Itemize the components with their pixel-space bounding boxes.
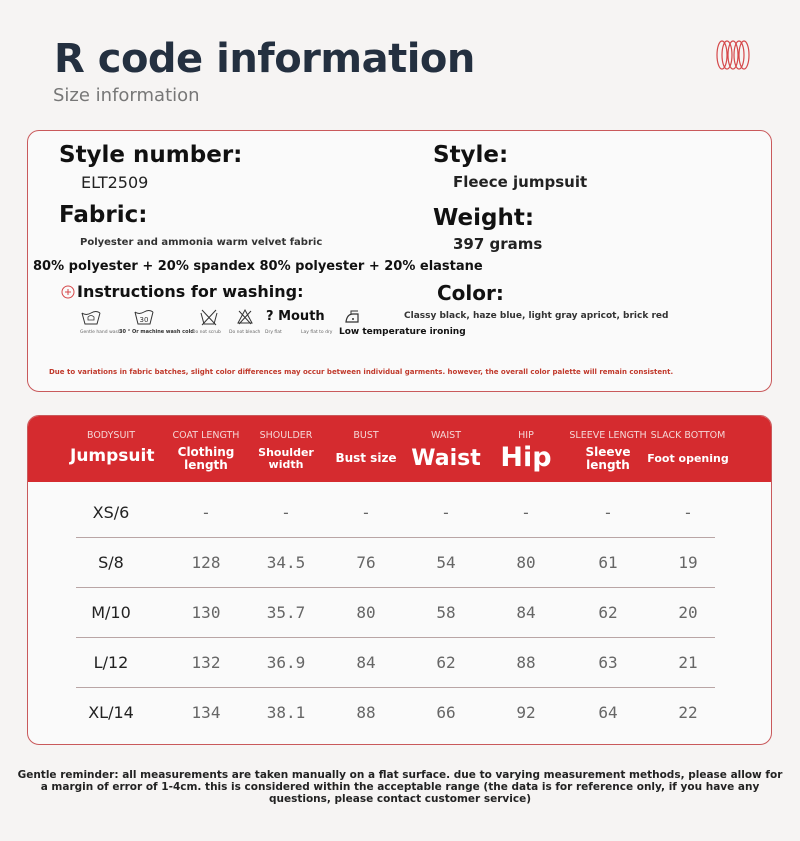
measurement-cell: 61 [598,553,618,572]
measurement-cell: - [683,503,693,522]
column-main-label: Waist [411,446,481,471]
measurement-cell: 88 [516,653,536,672]
washing-label: Instructions for washing: [77,282,304,301]
column-header-coat-length [166,416,246,482]
column-en-label: WAIST [430,430,461,441]
column-en-label: SLACK BOTTOM [650,430,726,441]
do-not-scrub-icon [199,308,219,326]
measurement-cell: 21 [678,653,698,672]
column-header-bodysuit [70,416,155,482]
column-en-label: COAT LENGTH [172,430,240,441]
size-label: L/12 [93,653,129,672]
measurement-cell: 84 [516,603,536,622]
table-row [28,488,772,538]
column-en-label: BUST [353,430,379,441]
style-label: Style: [433,142,509,168]
care-label-no-bleach: Do not bleach [229,330,261,335]
measurement-cell: - [281,503,291,522]
mouth-text: ? Mouth [266,309,325,324]
measurement-cell: 132 [191,653,221,672]
measurement-cell: 63 [598,653,618,672]
measurement-cell: - [361,503,371,522]
measurement-cell: 22 [678,703,698,722]
color-value: Classy black, haze blue, light gray apricot, brick red [404,311,669,321]
size-label: M/10 [91,603,131,622]
measurement-cell: - [603,503,613,522]
svg-text:30: 30 [139,316,149,324]
column-main-label: Clothing length [177,445,235,472]
care-label-iron: Low temperature ironing [339,327,466,337]
weight-label: Weight: [433,205,535,231]
page-subtitle: Size information [53,85,200,106]
measurement-cell: - [201,503,211,522]
measurement-cell: 20 [678,603,698,622]
column-header-bust [326,416,406,482]
measurement-cell: 66 [436,703,456,722]
table-row [28,638,772,688]
plus-circle-icon [61,285,75,299]
care-label-machine-wash: 30 ° Or machine wash cold [119,329,194,335]
column-en-label: SHOULDER [259,430,313,441]
measurement-cell: 62 [436,653,456,672]
measurement-cell: 88 [356,703,376,722]
column-header-sleeve-length [566,416,650,482]
size-label: S/8 [98,553,124,572]
table-row [28,688,772,738]
measurement-cell: 64 [598,703,618,722]
care-label-dry: Dry flat [265,330,282,335]
care-label-no-scrub: Do not scrub [192,330,221,335]
table-header [28,416,771,482]
gentle-reminder: Gentle reminder: all measurements are taken manually on a flat surface. due to varying measurement methods, please allow for a margin of error of 1-4cm. this is considered within the acceptable range (the data is for reference only, if you have any questions, please contact customer service) [17,769,783,805]
measurement-cell: 84 [356,653,376,672]
column-en-label: HIP [518,430,534,441]
size-label: XL/14 [88,703,134,722]
composition: 80% polyester + 20% spandex 80% polyester + 20% elastane [33,259,483,274]
care-label-hand-wash: Gentle hand wash [80,330,121,335]
measurement-cell: 76 [356,553,376,572]
measurement-cell: 19 [678,553,698,572]
measurement-cell: 35.7 [266,603,306,622]
measurement-cell: - [441,503,451,522]
care-label-lay-flat: Lay flat to dry [301,330,333,335]
size-table [27,415,772,745]
measurement-cell: 38.1 [266,703,306,722]
measurement-cell: 58 [436,603,456,622]
style-value: Fleece jumpsuit [453,173,588,191]
measurement-cell: 134 [191,703,221,722]
fabric-value: Polyester and ammonia warm velvet fabric [80,237,323,248]
measurement-cell: 128 [191,553,221,572]
column-en-label: BODYSUIT [86,430,135,441]
hand-wash-icon [80,308,102,326]
measurement-cell: 130 [191,603,221,622]
machine-wash-30-icon [133,308,155,326]
measurement-cell: 80 [356,603,376,622]
color-label: Color: [437,281,504,305]
measurement-cell: 54 [436,553,456,572]
style-number-value: ELT2509 [81,173,149,192]
fabric-label: Fabric: [59,202,148,228]
column-main-label: Bust size [335,451,397,465]
measurement-cell: 36.9 [266,653,306,672]
color-note: Due to variations in fabric batches, slight color differences may occur between individual garments. however, the overall color palette will remain consistent. [49,368,674,376]
column-main-label: Foot opening [647,452,729,465]
measurement-cell: 80 [516,553,536,572]
weight-value: 397 grams [453,235,543,253]
column-header-slack-bottom [646,416,730,482]
style-number-label: Style number: [59,142,243,168]
page-title: R code information [54,36,475,82]
column-main-label: Shoulder width [258,446,314,471]
column-header-hip [486,416,566,482]
column-header-shoulder [246,416,326,482]
measurement-cell: 92 [516,703,536,722]
column-main-label: Hip [500,442,552,473]
column-main-label: Sleeve length [585,445,631,472]
red-ring-logo [716,39,750,71]
column-en-label: SLEEVE LENGTH [569,430,647,441]
column-main-label: Jumpsuit [70,446,155,466]
measurement-cell: 34.5 [266,553,306,572]
table-row [28,538,772,588]
table-row [28,588,772,638]
iron-icon [343,308,363,326]
column-header-waist [406,416,486,482]
measurement-cell: - [521,503,531,522]
measurement-cell: 62 [598,603,618,622]
do-not-bleach-icon [236,308,254,326]
size-label: XS/6 [92,503,130,522]
